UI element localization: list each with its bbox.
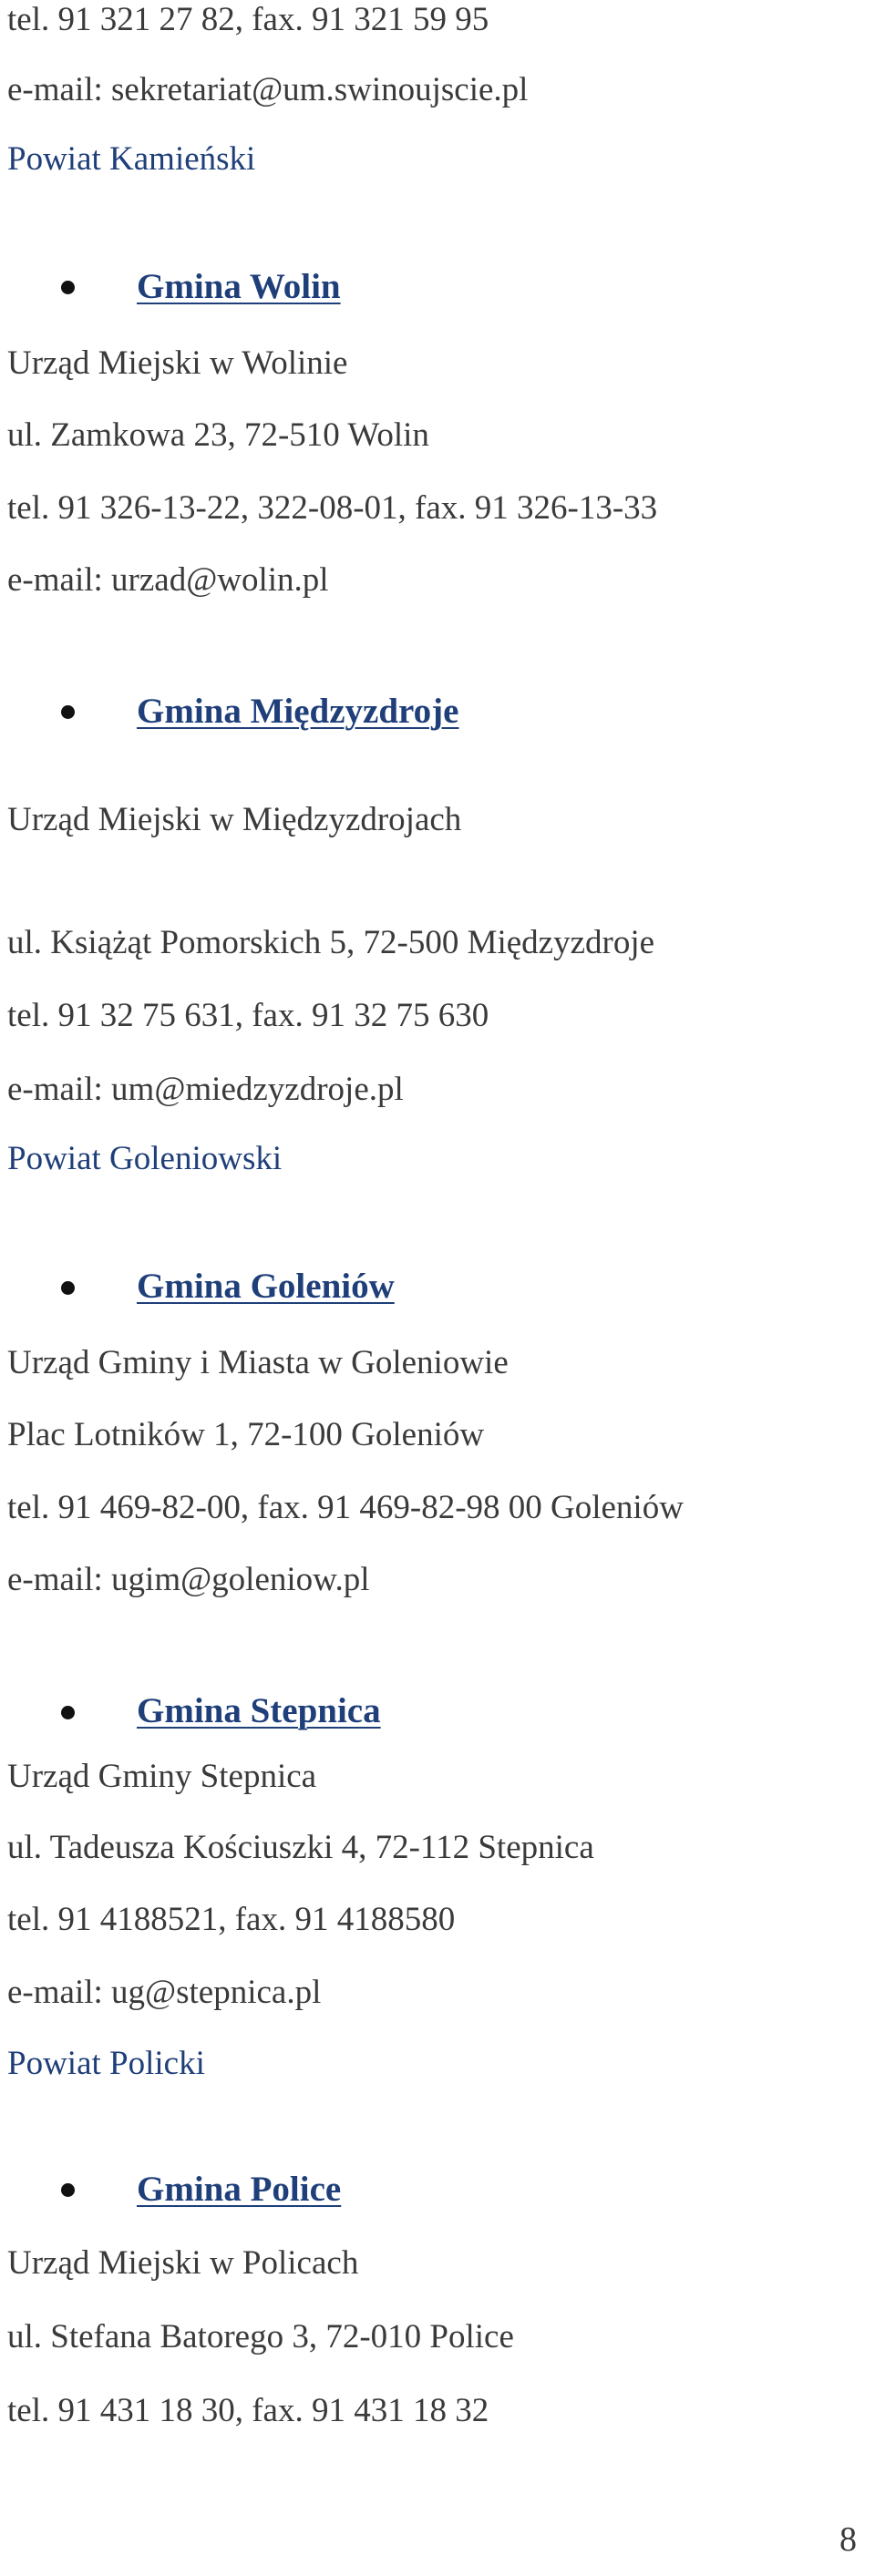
police-tel: tel. 91 431 18 30, fax. 91 431 18 32 — [7, 2392, 489, 2429]
wolin-tel: tel. 91 326-13-22, 322-08-01, fax. 91 326-13-33 — [7, 489, 658, 527]
powiat-goleniowski-heading: Powiat Goleniowski — [7, 1140, 283, 1177]
stepnica-address: ul. Tadeusza Kościuszki 4, 72-112 Stepnica — [7, 1829, 594, 1866]
stepnica-tel: tel. 91 4188521, fax. 91 4188580 — [7, 1901, 456, 1938]
bullet-icon — [61, 1281, 75, 1295]
police-address: ul. Stefana Batorego 3, 72-010 Police — [7, 2318, 514, 2355]
wolin-office: Urząd Miejski w Wolinie — [7, 344, 348, 382]
miedzyzdroje-office: Urząd Miejski w Międzyzdrojach — [7, 801, 462, 838]
top-email-line: e-mail: sekretariat@um.swinoujscie.pl — [7, 71, 529, 108]
powiat-kamienski-heading: Powiat Kamieński — [7, 140, 256, 178]
goleniow-tel: tel. 91 469-82-00, fax. 91 469-82-98 00 Goleniów — [7, 1489, 684, 1526]
wolin-address: ul. Zamkowa 23, 72-510 Wolin — [7, 416, 429, 454]
miedzyzdroje-tel: tel. 91 32 75 631, fax. 91 32 75 630 — [7, 997, 489, 1034]
stepnica-office: Urząd Gminy Stepnica — [7, 1758, 317, 1795]
wolin-email: e-mail: urzad@wolin.pl — [7, 561, 329, 599]
powiat-policki-heading: Powiat Policki — [7, 2045, 205, 2082]
gmina-police-link[interactable]: Gmina Police — [137, 2170, 342, 2209]
goleniow-email: e-mail: ugim@goleniow.pl — [7, 1561, 370, 1598]
bullet-icon — [61, 281, 75, 294]
page-number: 8 — [839, 2520, 857, 2559]
goleniow-address: Plac Lotników 1, 72-100 Goleniów — [7, 1416, 485, 1453]
police-office: Urząd Miejski w Policach — [7, 2244, 359, 2282]
gmina-wolin-link[interactable]: Gmina Wolin — [137, 267, 341, 306]
miedzyzdroje-email: e-mail: um@miedzyzdroje.pl — [7, 1071, 404, 1108]
gmina-goleniow-link[interactable]: Gmina Goleniów — [137, 1267, 395, 1306]
goleniow-office: Urząd Gminy i Miasta w Goleniowie — [7, 1344, 509, 1381]
bullet-icon — [61, 1706, 75, 1719]
miedzyzdroje-address: ul. Książąt Pomorskich 5, 72-500 Międzyzdroje — [7, 924, 655, 961]
top-tel-line: tel. 91 321 27 82, fax. 91 321 59 95 — [7, 1, 489, 38]
bullet-icon — [61, 705, 75, 719]
gmina-miedzyzdroje-link[interactable]: Gmina Międzyzdroje — [137, 692, 459, 731]
gmina-stepnica-link[interactable]: Gmina Stepnica — [137, 1691, 381, 1730]
stepnica-email: e-mail: ug@stepnica.pl — [7, 1974, 322, 2011]
bullet-icon — [61, 2183, 75, 2197]
